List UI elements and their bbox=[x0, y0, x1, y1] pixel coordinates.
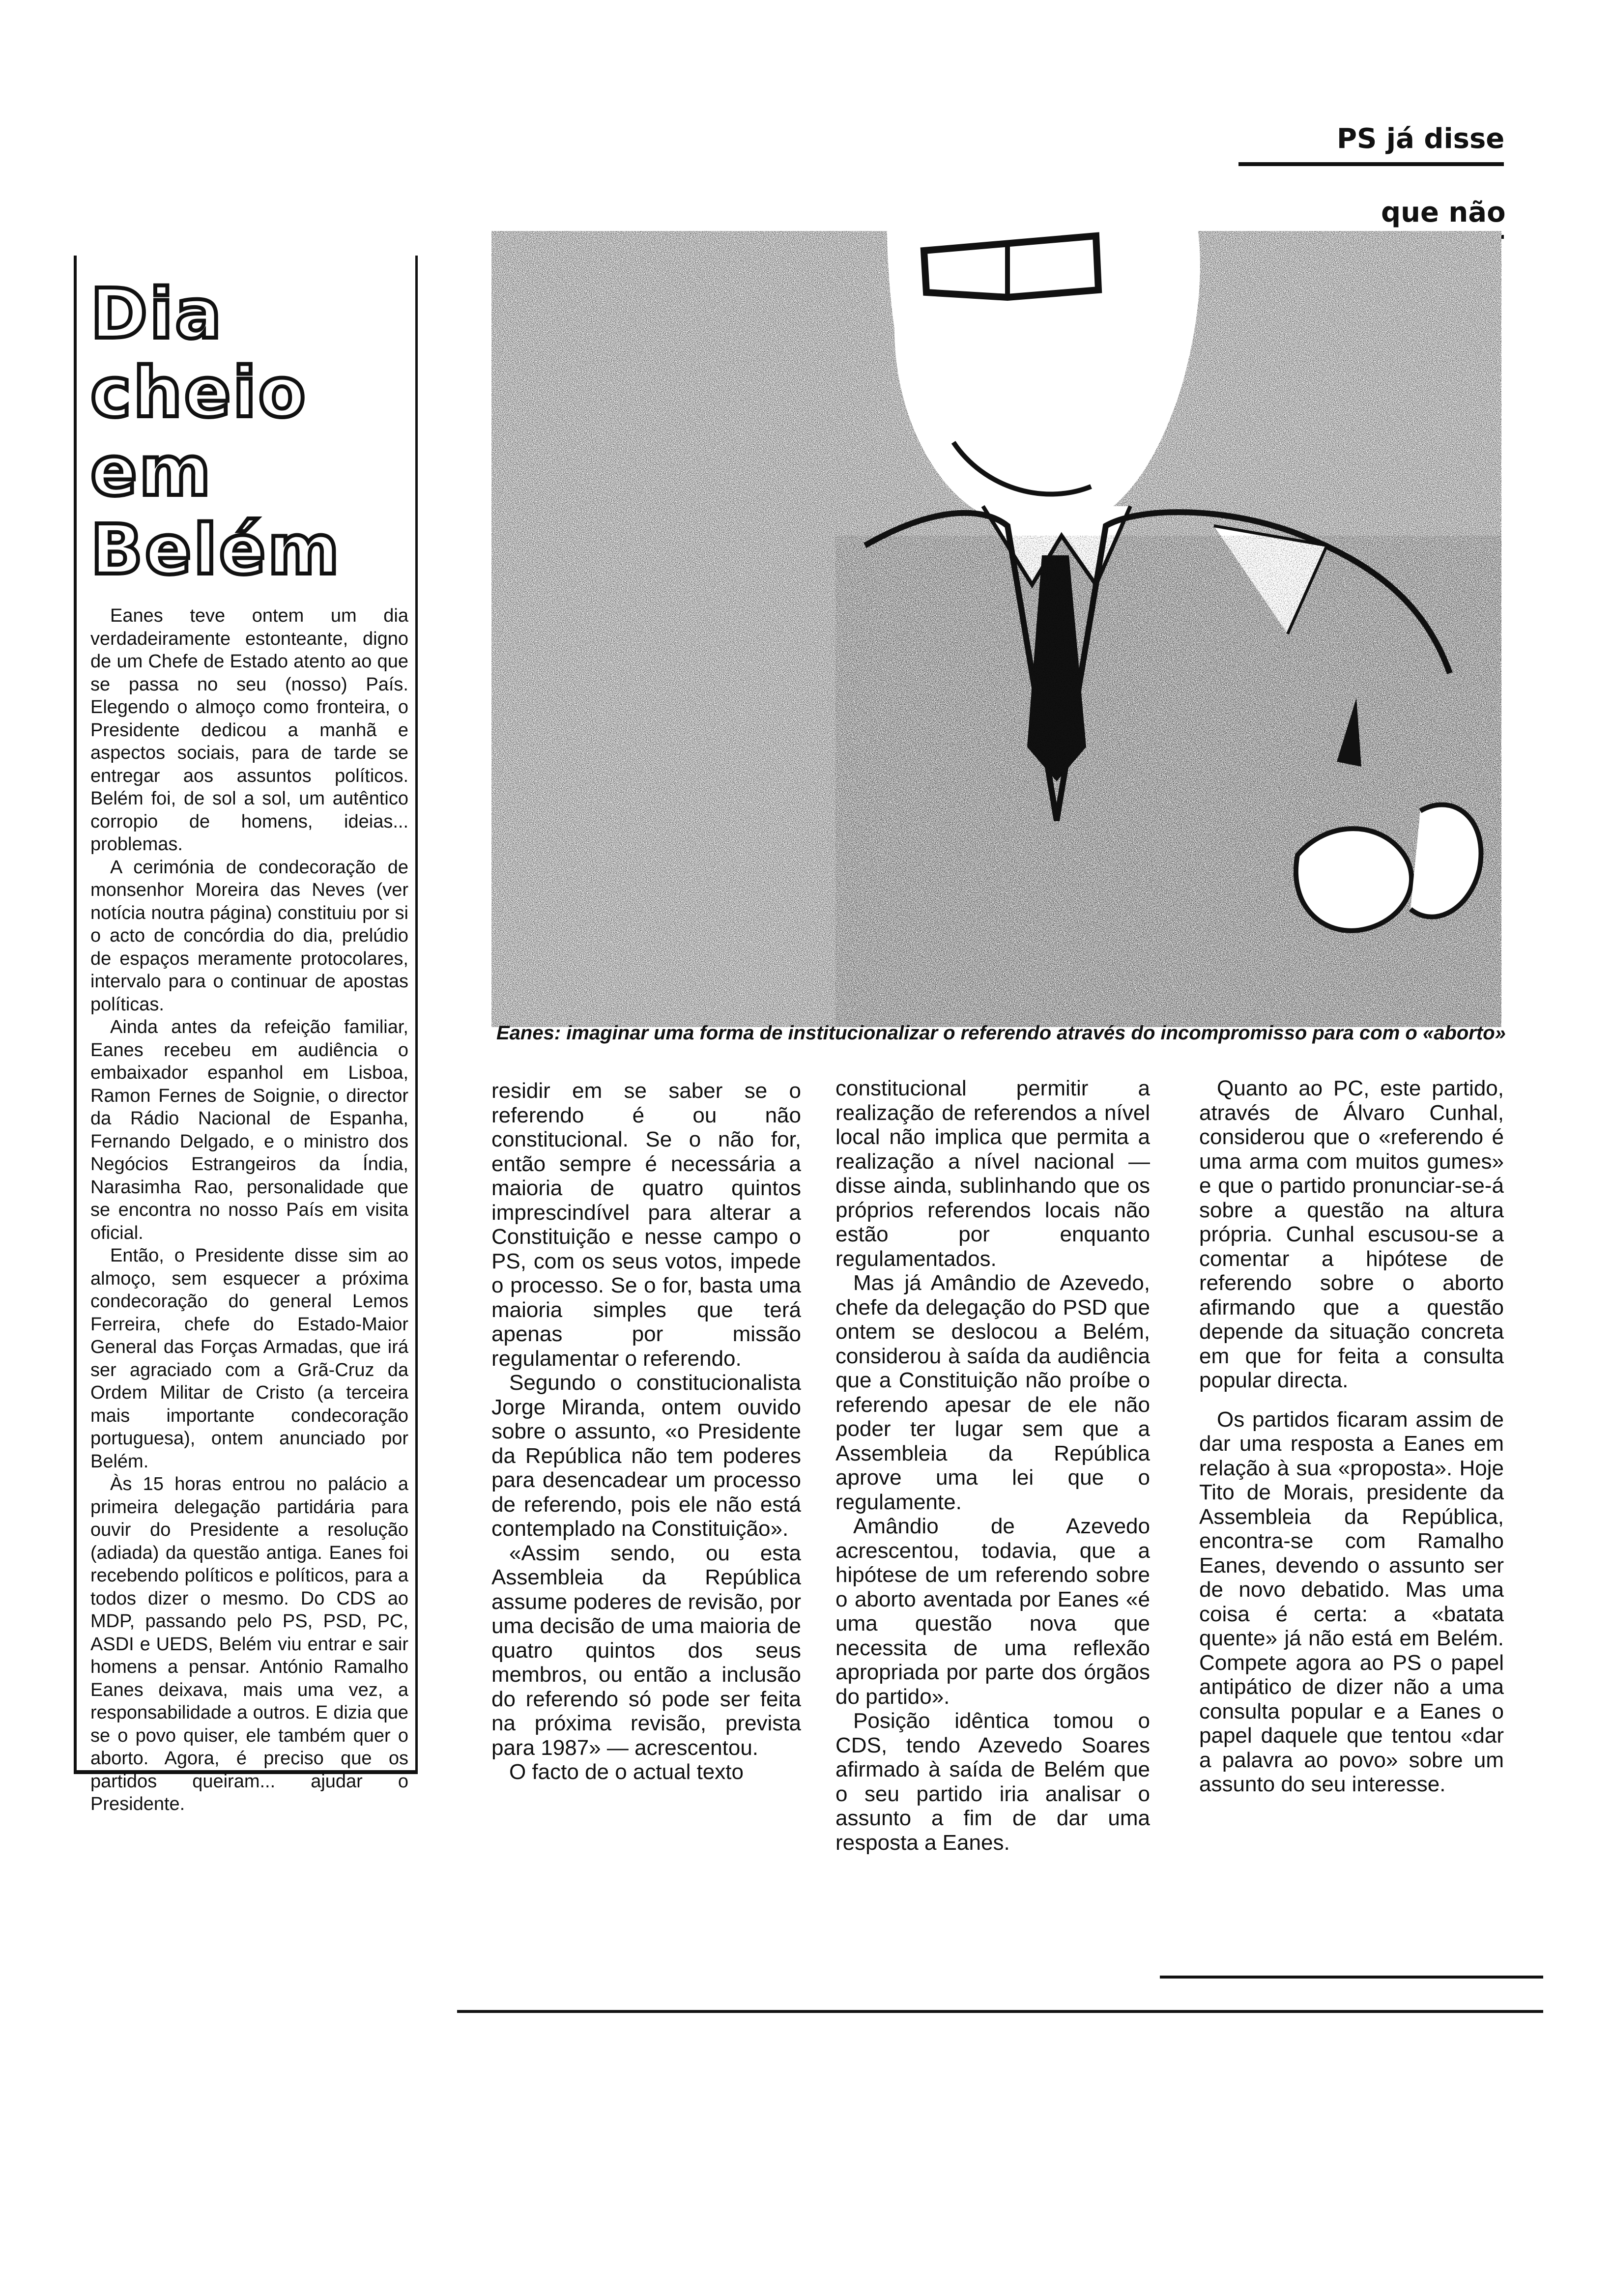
sidebar-paragraph: Ainda antes da refeição familiar, Eanes recebeu em audiência o embaixador espanhol em Lisboa, Ramon Fernes de Soignie, o director da Rádio Nacional de Espanha, Fernando Delgado, e o ministro dos Negócios Estrangeiros da Índia, Narasimha Rao, personalidade que se encontra no nosso País em visita oficial. bbox=[90, 1017, 408, 1243]
photo-caption: Eanes: imaginar uma forma de institucionalizar o referendo através do incompromisso para com o «aborto» bbox=[496, 1022, 1506, 1044]
article-column-3 bbox=[1199, 1076, 1504, 1797]
sidebar-paragraph: A cerimónia de condecoração de monsenhor Moreira das Neves (ver notícia noutra página) constituiu por si o acto de concórdia do dia, prelúdio de espaços meramente protocolares, intervalo para o continuar de apostas políticas. bbox=[90, 857, 408, 1015]
article-paragraph: Posição idêntica tomou o CDS, tendo Azevedo Soares afirmado à saída de Belém que o seu partido iria analisar o assunto a fim de dar uma resposta a Eanes. bbox=[835, 1709, 1150, 1855]
article-paragraph: Mas já Amândio de Azevedo, chefe da delegação do PSD que ontem se deslocou a Belém, considerou à saída da audiência que a Constituição não proíbe o referendo apesar de ele não poder ter lugar sem que a Assembleia da República aprove uma lei que o regulamente. bbox=[835, 1271, 1150, 1514]
kicker-line-2: que não bbox=[1381, 197, 1506, 229]
bottom-rule-main bbox=[457, 2010, 1543, 2013]
article-paragraph: Quanto ao PC, este partido, através de Álvaro Cunhal, considerou que o «referendo é uma arma com muitos gumes» e que o partido pronunciar-se-á sobre a questão na altura própria. Cunhal escusou-se a comentar a hipótese de referendo sobre o aborto afirmando que a questão depende da situação concreta em que for feita a consulta popular directa. bbox=[1199, 1076, 1504, 1392]
photo-eanes bbox=[491, 231, 1501, 1027]
article-paragraph: Os partidos ficaram assim de dar uma resposta a Eanes em relação à sua «proposta». Hoje Tito de Morais, presidente da Assembleia da República, encontra-se com Ramalho Eanes, devendo o assunto ser de novo debatido. Mas uma coisa é certa: a «batata quente» já não está em Belém. Compete agora ao PS o papel antipático de dizer não a uma consulta popular e a Eanes o papel daquele que tentou «dar a palavra ao povo» sobre um assunto do seu interesse. bbox=[1199, 1407, 1504, 1796]
article-column-1 bbox=[491, 1079, 801, 1784]
sidebar-body bbox=[90, 604, 408, 1816]
sidebar-title bbox=[90, 275, 408, 590]
article-column-2 bbox=[835, 1076, 1150, 1855]
article-paragraph: Segundo o constitucionalista Jorge Miranda, ontem ouvido sobre o assunto, «o Presidente da República não tem poderes para desencadear um processo de referendo, pois ele não está contemplado na Constituição». bbox=[491, 1371, 801, 1541]
sidebar-paragraph: Eanes teve ontem um dia verdadeiramente estonteante, digno de um Chefe de Estado atento ao que se passa no seu (nosso) País. Elegendo o almoço como fronteira, o Presidente dedicou a manhã e aspectos sociais, para de tarde se entregar aos assuntos políticos. Belém foi, de sol a sol, um autêntico corropio de homens, ideias... problemas. bbox=[90, 605, 408, 855]
sidebar-paragraph: Então, o Presidente disse sim ao almoço, sem esquecer a próxima condecoração do general Lemos Ferreira, chefe do Estado-Maior General das Forças Armadas, que irá ser agraciado com a Grã-Cruz da Ordem Militar de Cristo (a terceira mais importante condecoração portuguesa), ontem anunciado por Belém. bbox=[90, 1245, 408, 1472]
kicker-rule-1 bbox=[1238, 162, 1504, 166]
photo-graphic bbox=[491, 231, 1501, 1027]
article-paragraph: constitucional permitir a realização de referendos a nível local não implica que permita a realização a nível nacional — disse ainda, sublinhando que os próprios referendos locais não estão por enquanto regulamentados. bbox=[835, 1076, 1150, 1271]
sidebar-box bbox=[74, 256, 418, 1814]
article-paragraph: O facto de o actual texto bbox=[509, 1760, 744, 1784]
bottom-rule-right bbox=[1160, 1976, 1543, 1979]
kicker-line-1: PS já disse bbox=[1337, 123, 1505, 155]
article-paragraph: «Assim sendo, ou esta Assembleia da República assume poderes de revisão, por uma decisão de uma maioria de quatro quintos dos seus membros, ou então a inclusão do referendo só pode ser feita na próxima revisão, prevista para 1987» — acrescentou. bbox=[491, 1541, 801, 1760]
sidebar-title-line-1: Dia cheio bbox=[90, 274, 308, 433]
article-paragraph: residir em se saber se o referendo é ou não constitucional. Se o não for, então sempre é necessária a maioria de quatro quintos imprescindível para alterar a Constituição e nesse campo o PS, com os seus votos, impede o processo. Se o for, basta uma maioria simples que terá apenas por missão regulamentar o referendo. bbox=[491, 1079, 801, 1371]
article-paragraph: Amândio de Azevedo acrescentou, todavia, que a hipótese de um referendo sobre o aborto aventada por Eanes «é uma questão nova que necessita de uma reflexão apropriada por parte dos órgãos do partido». bbox=[835, 1514, 1150, 1709]
sidebar-paragraph: Às 15 horas entrou no palácio a primeira delegação partidária para ouvir do Presidente a resolução (adiada) da questão antiga. Eanes foi recebendo políticos e políticos, para a todos dizer o mesmo. Do CDS ao MDP, passando pelo PS, PSD, PC, ASDI e UEDS, Belém viu entrar e sair homens a pensar. António Ramalho Eanes deixava, mais uma vez, a responsabilidade a outros. E dizia que se o povo quiser, ele também quer o aborto. Agora, é preciso que os partidos queiram... ajudar o Presidente. bbox=[90, 1474, 408, 1814]
sidebar-title-line-2: em Belém bbox=[90, 431, 342, 590]
